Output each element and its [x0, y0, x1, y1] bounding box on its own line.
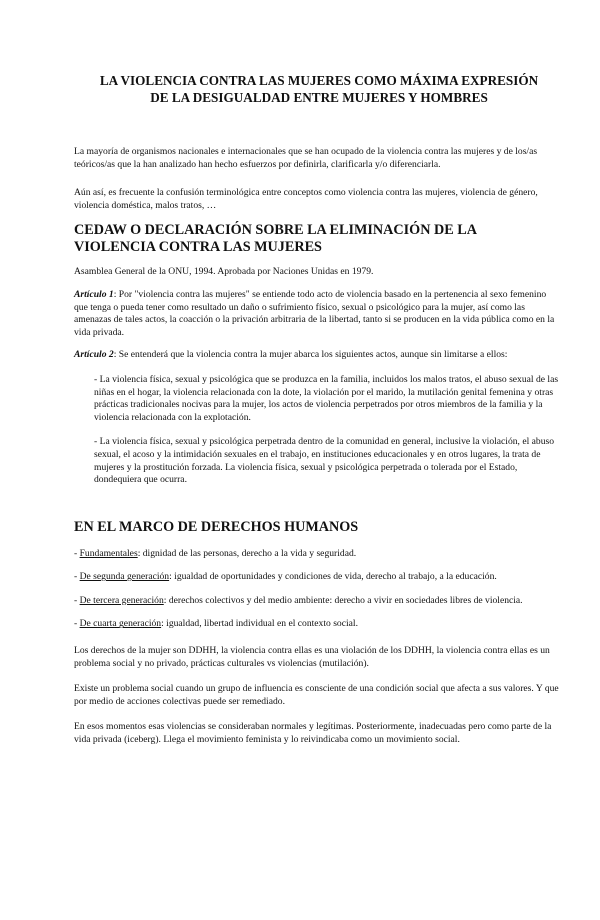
cedaw-heading-line-1: CEDAW O DECLARACIÓN SOBRE LA ELIMINACIÓN DE LA: [74, 222, 477, 239]
rights-text: : dignidad de las personas, derecho a la vida y seguridad.: [137, 547, 357, 559]
document-page: [0, 72, 600, 920]
rights-text: : igualdad de oportunidades y condiciones de vida, derecho al trabajo, a la educación.: [169, 571, 497, 583]
rights-label: De tercera generación: [79, 594, 164, 606]
article-1-label: Artículo 1: [74, 288, 114, 300]
list-dash: -: [74, 571, 80, 583]
list-dash: -: [74, 547, 80, 559]
article-1-text: : Por "violencia contra las mujeres" se entiende todo acto de violencia basado en la pertenencia al sexo femenino que tenga o pueda tener como resultado un daño o sufrimiento físico, sexual o psicológico para la mujer, así como las amenazas de tales actos, la coacción o la privación arbitraria de la libertad, tanto si se producen en la vida pública como en la vida privada.: [74, 288, 555, 338]
ddhh-paragraph: Los derechos de la mujer son DDHH, la violencia contra ellas es una violación de los DDHH, la violencia contra ellas es un problema social y no privado, prácticas culturales vs violencias (mutilación).: [74, 645, 550, 669]
cedaw-heading: [74, 222, 560, 256]
rights-label: Fundamentales: [79, 547, 138, 559]
rights-text: : igualdad, libertad individual en el contexto social.: [161, 618, 358, 630]
rights-item-fundamentales: [74, 548, 560, 561]
rights-item-cuarta: [74, 618, 560, 631]
list-dash: -: [74, 618, 80, 630]
article-2-paragraph: [74, 349, 560, 362]
article-2-item-family: - La violencia física, sexual y psicológica que se produzca en la familia, incluidos los malos tratos, el abuso sexual de las niñas en el hogar, la violencia relacionada con la dote, la violación por el marido, la mutilación genital femenina y otras prácticas tradicionales nocivas para la mujer, los actos de violencia perpetrados por otros miembros de la familia y la violencia relacionada con la explotación.: [94, 373, 559, 423]
asamblea-paragraph: Asamblea General de la ONU, 1994. Aprobada por Naciones Unidas en 1979.: [74, 266, 374, 278]
rights-label: De segunda generación: [79, 571, 170, 583]
cedaw-heading-line-2: VIOLENCIA CONTRA LAS MUJERES: [74, 239, 322, 256]
title-line-1: LA VIOLENCIA CONTRA LAS MUJERES COMO MÁXIMA EXPRESIÓN: [99, 73, 539, 88]
article-2-item-community: - La violencia física, sexual y psicológica perpetrada dentro de la comunidad en general, inclusive la violación, el abuso sexual, el acoso y la intimidación sexuales en el trabajo, en instituciones educacionales y en otros lugares, la trata de mujeres y la prostitución forzada. La violencia física, sexual y psicológica perpetrada o tolerada por el Estado, dondequiera que ocurra.: [94, 436, 555, 486]
intro-paragraph-2: Aún así, es frecuente la confusión terminológica entre conceptos como violencia contra las mujeres, violencia de género, violencia doméstica, malos tratos, …: [74, 187, 538, 211]
article-2-text: : Se entenderá que la violencia contra la mujer abarca los siguientes actos, aunque sin limitarse a ellos:: [113, 349, 508, 361]
article-1-paragraph: [74, 289, 560, 339]
rights-item-segunda: [74, 571, 560, 584]
historical-paragraph: En esos momentos esas violencias se consideraban normales y legítimas. Posteriormente, inadecuadas pero como parte de la vida privada (iceberg). Llega el movimiento feminista y lo reivindicaba como un movimiento social.: [74, 721, 552, 746]
list-dash: -: [74, 594, 80, 606]
article-2-label: Artículo 2: [74, 349, 114, 361]
human-rights-heading: EN EL MARCO DE DERECHOS HUMANOS: [74, 518, 359, 535]
document-title: [74, 72, 560, 106]
rights-item-tercera: [74, 595, 560, 608]
rights-label: De cuarta generación: [79, 618, 162, 630]
title-line-2: DE LA DESIGUALDAD ENTRE MUJERES Y HOMBRES: [150, 90, 488, 105]
rights-text: : derechos colectivos y del medio ambiente: derecho a vivir en sociedades libres de violencia.: [163, 594, 523, 606]
social-problem-paragraph: Existe un problema social cuando un grupo de influencia es consciente de una condición social que afecta a sus valores. Y que por medio de acciones colectivas puede ser remediado.: [74, 683, 559, 707]
intro-paragraph-1: La mayoría de organismos nacionales e internacionales que se han ocupado de la violencia contra las mujeres y de los/as teóricos/as que la han analizado han hecho esfuerzos por definirla, clarificarla y/o diferenciarla.: [74, 146, 538, 170]
